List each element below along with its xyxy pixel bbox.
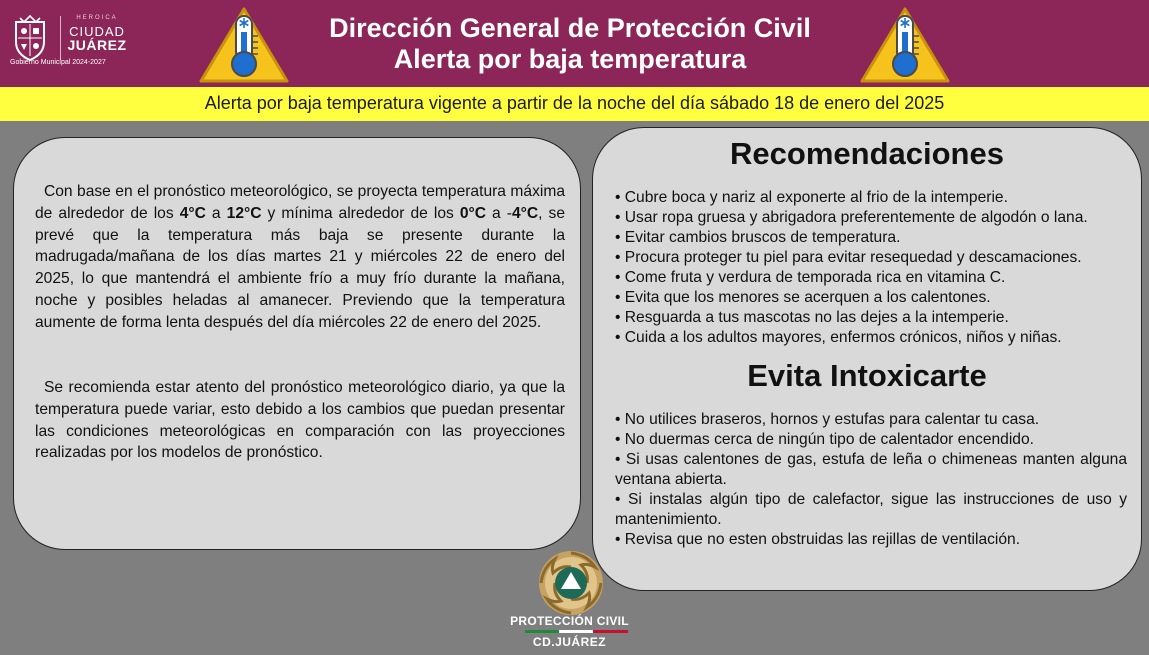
min-temp-low: 4°C: [511, 204, 539, 222]
intoxicacion-title: Evita Intoxicarte: [747, 358, 987, 393]
logo-ciudad: CIUDAD: [69, 24, 125, 39]
list-item: • Cubre boca y nariz al exponerte al frio de la intemperie.: [615, 188, 1127, 208]
ciudad-juarez-logo: [8, 12, 133, 74]
thermometer-snowflake-icon: [859, 6, 951, 84]
forecast-paragraph: [35, 181, 565, 334]
proteccion-civil-logo: [507, 546, 632, 654]
intoxicacion-list: [615, 410, 1127, 550]
max-temp-high: 12°C: [226, 204, 262, 222]
forecast-text: a: [205, 204, 227, 222]
alert-bar: Alerta por baja temperatura vigente a partir de la noche del día sábado 18 de enero del 2025: [0, 87, 1149, 121]
min-temp-high: 0°C: [459, 204, 487, 222]
advice-paragraph: Se recomienda estar atento del pronóstico meteorológico diario, ya que la temperatura puede variar, esto debido a los cambios que puedan presentar las condiciones meteorológicas en comparación con las proyecciones realizadas por los modelos de pronóstico.: [35, 379, 565, 462]
recomendaciones-title: Recomendaciones: [730, 136, 1004, 171]
forecast-text: Con base en el pronóstico meteorológico, se proyecta temperatura máxima de alrededor de los: [35, 183, 565, 222]
forecast-panel: [13, 137, 581, 550]
list-item: • Evitar cambios bruscos de temperatura.: [615, 228, 1127, 248]
title-line-2: Alerta por baja temperatura: [393, 44, 747, 74]
forecast-text: , se prevé que la temperatura más baja se presente durante la madrugada/mañana de los días martes 21 y miércoles 22 de enero del 2025, lo que mantendrá el ambiente frío a muy frío durante la mañana, noche y posibles heladas al amanecer. Previendo que la temperatura aumente de forma lenta después del día miércoles 22 de enero del 2025.: [35, 204, 566, 331]
list-item: • Resguarda a tus mascotas no las dejes a la intemperie.: [615, 308, 1127, 328]
header-banner: [0, 0, 1149, 87]
forecast-text: y mínima alrededor de los: [261, 204, 460, 222]
list-item: • Revisa que no esten obstruidas las rejillas de ventilación.: [615, 530, 1127, 550]
list-item: • Si instalas algún tipo de calefactor, sigue las instrucciones de uso y mantenimiento.: [615, 490, 1127, 530]
recomendaciones-list: [615, 188, 1127, 348]
civil-protection-emblem-icon: [537, 549, 605, 617]
list-item: • Si usas calentones de gas, estufa de leña o chimeneas manten alguna ventana abierta.: [615, 450, 1127, 490]
logo-gobierno: Gobierno Municipal 2024-2027: [10, 59, 106, 66]
list-item: • No utilices braseros, hornos y estufas para calentar tu casa.: [615, 410, 1127, 430]
page-title: [300, 13, 840, 75]
logo-divider: [60, 16, 61, 60]
list-item: • Usar ropa gruesa y abrigadora preferentemente de algodón o lana.: [615, 208, 1127, 228]
thermometer-snowflake-icon: [198, 6, 290, 84]
list-item: • Evita que los menores se acerquen a los calentones.: [615, 288, 1127, 308]
proteccion-civil-name: PROTECCIÓN CIVIL: [510, 614, 629, 628]
logo-juarez: JUÁREZ: [67, 37, 127, 53]
list-item: • No duermas cerca de ningún tipo de calentador encendido.: [615, 430, 1127, 450]
flag-stripe: [525, 630, 628, 633]
recommendations-panel: [592, 127, 1142, 591]
proteccion-civil-city: CD.JUÁREZ: [532, 635, 607, 649]
max-temp-low: 4°C: [179, 204, 206, 222]
list-item: • Procura proteger tu piel para evitar resequedad y descamaciones.: [615, 248, 1127, 268]
list-item: • Come fruta y verdura de temporada rica en vitamina C.: [615, 268, 1127, 288]
forecast-text: a -: [486, 204, 512, 222]
logo-heroica: HEROICA: [76, 15, 118, 21]
title-line-1: Dirección General de Protección Civil: [329, 13, 811, 43]
list-item: • Cuida a los adultos mayores, enfermos crónicos, niños y niñas.: [615, 328, 1127, 348]
coat-of-arms-icon: [10, 14, 50, 62]
